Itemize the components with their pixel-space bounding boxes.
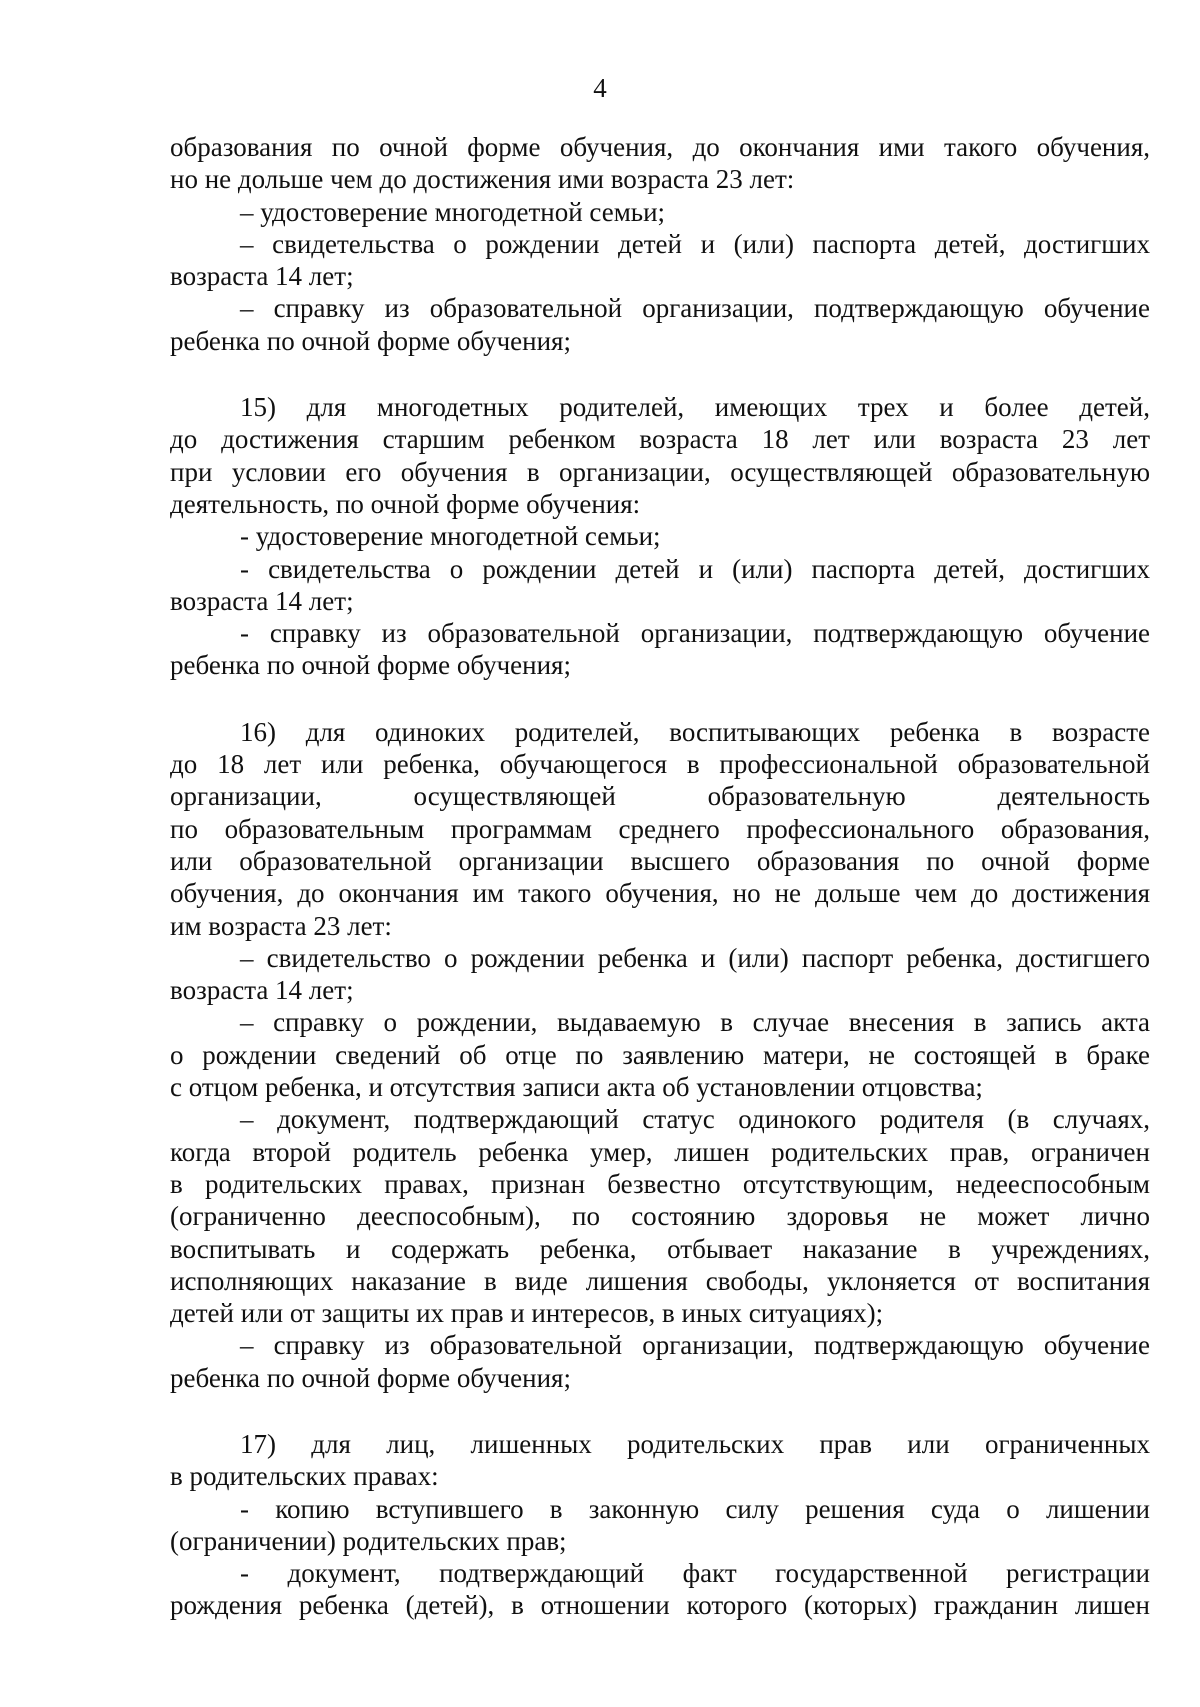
text-line: до 18 лет или ребенка, обучающегося в профессиональной образовательной bbox=[170, 749, 1150, 780]
clause-17-heading: 17) для лиц, лишенных родительских прав или ограниченных bbox=[240, 1428, 1150, 1459]
text-line: рождения ребенка (детей), в отношении которого (которых) гражданин лишен bbox=[170, 1590, 1150, 1621]
text-line: возраста 14 лет; bbox=[170, 975, 354, 1006]
document-body bbox=[170, 131, 1150, 1622]
paragraph-gap bbox=[170, 1394, 1150, 1428]
list-item: – свидетельства о рождении детей и (или) паспорта детей, достигших bbox=[240, 228, 1150, 259]
text-line: или образовательной организации высшего образования по очной форме bbox=[170, 845, 1150, 876]
text-line: но не дольше чем до достижения ими возраста 23 лет: bbox=[170, 164, 795, 195]
list-item: - документ, подтверждающий факт государственной регистрации bbox=[240, 1558, 1150, 1589]
text-line: исполняющих наказание в виде лишения свободы, уклоняется от воспитания bbox=[170, 1265, 1150, 1296]
text-line: обучения, до окончания им такого обучения, но не дольше чем до достижения bbox=[170, 878, 1150, 909]
list-item: - копию вступившего в законную силу решения суда о лишении bbox=[240, 1493, 1150, 1524]
paragraph-gap bbox=[170, 682, 1150, 716]
list-item: - удостоверение многодетной семьи; bbox=[240, 521, 661, 552]
paragraph-gap bbox=[170, 357, 1150, 391]
text-line: им возраста 23 лет: bbox=[170, 910, 392, 941]
text-line: возраста 14 лет; bbox=[170, 261, 354, 292]
text-line: ребенка по очной форме обучения; bbox=[170, 650, 571, 681]
text-line: возраста 14 лет; bbox=[170, 585, 354, 616]
list-item: – удостоверение многодетной семьи; bbox=[240, 196, 666, 227]
list-item: – справку о рождении, выдаваемую в случае внесения в запись акта bbox=[240, 1007, 1150, 1038]
text-line: образования по очной форме обучения, до окончания ими такого обучения, bbox=[170, 132, 1150, 162]
text-line: с отцом ребенка, и отсутствия записи акта об установлении отцовства; bbox=[170, 1072, 983, 1103]
text-line: в родительских правах: bbox=[170, 1461, 439, 1492]
list-item: – справку из образовательной организации, подтверждающую обучение bbox=[240, 293, 1150, 324]
text-line: (ограничении) родительских прав; bbox=[170, 1525, 567, 1556]
text-line: до достижения старшим ребенком возраста 18 лет или возраста 23 лет bbox=[170, 424, 1150, 455]
text-line: о рождении сведений об отце по заявлению матери, не состоящей в браке bbox=[170, 1039, 1150, 1070]
text-line: организации, осуществляющей образовательную деятельность bbox=[170, 781, 1150, 812]
text-line: воспитывать и содержать ребенка, отбывает наказание в учреждениях, bbox=[170, 1233, 1150, 1264]
clause-16-heading: 16) для одиноких родителей, воспитывающих ребенка в возрасте bbox=[240, 716, 1150, 747]
page-number: 4 bbox=[593, 73, 607, 103]
list-item: – свидетельство о рождении ребенка и (или) паспорт ребенка, достигшего bbox=[240, 942, 1150, 973]
list-item: - свидетельства о рождении детей и (или) паспорта детей, достигших bbox=[240, 553, 1150, 584]
text-line: детей или от защиты их прав и интересов, в иных ситуациях); bbox=[170, 1298, 884, 1329]
list-item: – справку из образовательной организации, подтверждающую обучение bbox=[240, 1330, 1150, 1361]
text-line: при условии его обучения в организации, осуществляющей образовательную bbox=[170, 456, 1150, 487]
text-line: ребенка по очной форме обучения; bbox=[170, 1362, 571, 1393]
list-item: - справку из образовательной организации, подтверждающую обучение bbox=[240, 618, 1150, 649]
text-line: по образовательным программам среднего профессионального образования, bbox=[170, 813, 1150, 844]
clause-15-heading: 15) для многодетных родителей, имеющих трех и более детей, bbox=[240, 392, 1150, 423]
text-line: деятельность, по очной форме обучения: bbox=[170, 488, 641, 519]
list-item: – документ, подтверждающий статус одинокого родителя (в случаях, bbox=[240, 1104, 1150, 1135]
text-line: когда второй родитель ребенка умер, лишен родительских прав, ограничен bbox=[170, 1136, 1150, 1167]
text-line: ребенка по очной форме обучения; bbox=[170, 325, 571, 356]
text-line: (ограниченно дееспособным), по состоянию здоровья не может лично bbox=[170, 1201, 1150, 1232]
text-line: в родительских правах, признан безвестно отсутствующим, недееспособным bbox=[170, 1168, 1150, 1199]
